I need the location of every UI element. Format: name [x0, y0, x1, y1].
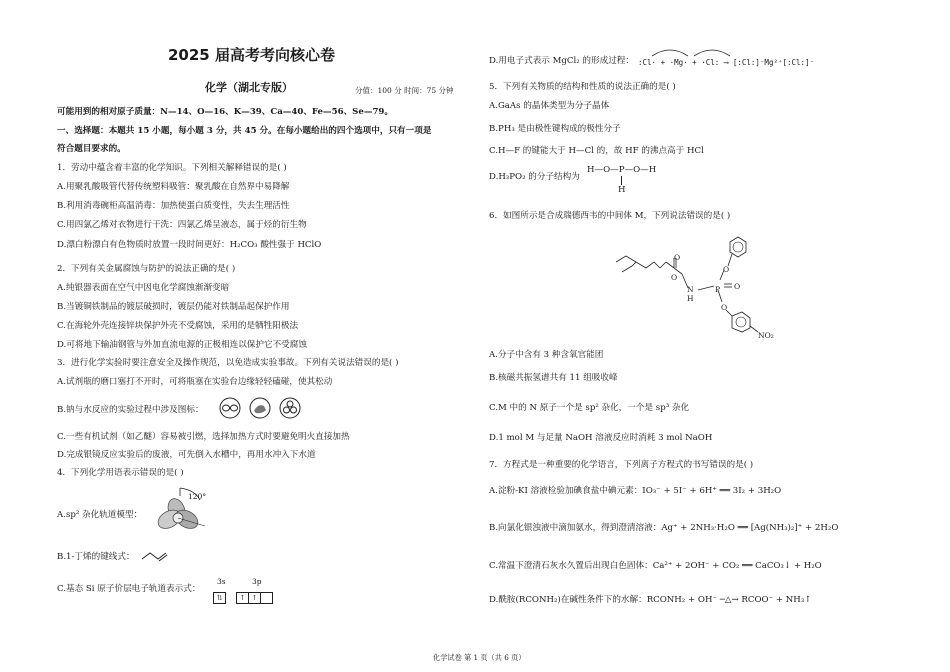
q2-option-d: D.可将地下输油钢管与外加直流电源的正极相连以保护它不受腐蚀 [57, 340, 307, 350]
orbital-3p-boxes: ↑ ↑ [236, 587, 272, 606]
q4-option-a: A.sp² 杂化轨道模型： [57, 510, 143, 520]
q5-option-d: D.H₃PO₂ 的分子结构为 [489, 172, 580, 182]
q6-stem: 6．如图所示是合成瑞德西韦的中间体 M，下列说法错误的是( ) [489, 211, 731, 221]
q3-stem: 3．进行化学实验时要注意安全及操作规范，以免造成实验事故。下列有关说法错误的是( ) [57, 358, 399, 368]
q4-option-d: D.用电子式表示 MgCl₂ 的形成过程： [489, 56, 634, 66]
mol-label-p: P [715, 285, 721, 294]
q3-option-a: A.试剂瓶的磨口塞打不开时，可将瓶塞在实验台边缘轻轻磕碰，使其松动 [57, 377, 333, 387]
orbital-angle-label: 120° [188, 492, 207, 501]
mol-label-o-ester: O [671, 273, 678, 282]
mol-label-n: N [687, 285, 694, 294]
exam-meta: 分值：100 分 时间：75 分钟 [355, 86, 454, 95]
q7-option-d: D.酰胺(RCONH₂)在碱性条件下的水解：RCONH₂ + OH⁻ ─△→ RCOO⁻ + NH₃↑ [489, 595, 812, 605]
page-footer: 化学试卷 第 1 页（共 6 页） [433, 653, 526, 662]
q1-option-c: C.用四氯乙烯对衣物进行干洗：四氯乙烯呈液态，属于烃的衍生物 [57, 220, 307, 230]
mol-label-o-double: O [734, 282, 741, 291]
q7-stem: 7．方程式是一种重要的化学语言，下列离子方程式的书写错误的是( ) [489, 460, 754, 470]
q7-option-b: B.向氯化银浊液中滴加氨水，得到澄清溶液：Ag⁺ + 2NH₃·H₂O ══ [Ag(NH₃)₂]⁺ + 2H₂O [489, 523, 839, 533]
section-heading-line1: 一、选择题：本题共 15 小题，每小题 3 分，共 45 分。在每小题给出的四个选项中，只有一项是 [57, 126, 432, 136]
q5-option-b: B.PH₃ 是由极性键构成的极性分子 [489, 124, 621, 134]
q2-stem: 2．下列有关金属腐蚀与防护的说法正确的是( ) [57, 264, 236, 274]
mgcl2-electron-formula: :Cl· + ·Mg· + ·Cl: ⟶ [:Cl:]⁻Mg²⁺[:Cl:]⁻ [638, 58, 815, 67]
q2-option-c: C.在海轮外壳连接锌块保护外壳不受腐蚀，采用的是牺牲阳极法 [57, 321, 299, 331]
orbital-3p-label: 3p [252, 577, 262, 586]
wash-hands-icon [250, 398, 270, 418]
q5-stem: 5．下列有关物质的结构和性质的说法正确的是( ) [489, 82, 676, 92]
q7-option-c: C.常温下澄清石灰水久置后出现白色固体：Ca²⁺ + 2OH⁻ + CO₂ ══ CaCO₃↓ + H₂O [489, 561, 822, 571]
q6-option-a: A.分子中含有 3 种含氧官能团 [489, 350, 604, 360]
q3-option-b: B.钠与水反应的实验过程中涉及图标： [57, 405, 204, 415]
h3po2-structure: H—O—P—O—H [587, 165, 657, 175]
orbital-3s-label: 3s [217, 577, 226, 586]
electron-transfer-arrows [640, 46, 790, 58]
mol-label-no2: NO₂ [758, 331, 774, 340]
q5-option-c: C.H—F 的键能大于 H—Cl 的，故 HF 的沸点高于 HCl [489, 146, 704, 156]
safety-icons [218, 396, 308, 420]
h3po2-bond [621, 176, 622, 185]
mol-label-o-bottom: O [721, 303, 728, 312]
exam-subtitle: 化学（湖北专版） [205, 81, 293, 94]
molecule-m-structure [610, 232, 790, 340]
q2-option-b: B.当镀铜铁制品的镀层破损时，镀层仍能对铁制品起保护作用 [57, 302, 290, 312]
h3po2-structure-h: H [618, 185, 626, 195]
q3-option-d: D.完成银镜反应实验后的废液，可先倒入水槽中，再用水冲入下水道 [57, 450, 316, 460]
mol-label-o-carbonyl: O [674, 253, 681, 262]
mol-label-o-top: O [723, 265, 730, 274]
q1-option-a: A.用聚乳酸吸管代替传统塑料吸管：聚乳酸在自然界中易降解 [57, 182, 290, 192]
q4-option-b: B.1-丁烯的键线式： [57, 552, 135, 562]
q2-option-a: A.纯银器表面在空气中因电化学腐蚀渐渐变暗 [57, 283, 230, 293]
orbital-3s-box: ⇅ [213, 587, 225, 606]
mol-label-h: H [687, 294, 694, 303]
q6-option-d: D.1 mol M 与足量 NaOH 溶液反应时消耗 3 mol NaOH [489, 433, 713, 443]
exam-title: 2025 届高考考向核心卷 [168, 46, 335, 64]
atomic-masses: 可能用到的相对原子质量：N—14、O—16、K—39、Ca—40、Fe—56、Se—79。 [57, 107, 393, 117]
q6-option-b: B.核磁共振氢谱共有 11 组吸收峰 [489, 373, 618, 383]
q5-option-a: A.GaAs 的晶体类型为分子晶体 [489, 101, 610, 111]
section-heading-line2: 符合题目要求的。 [57, 144, 126, 154]
q1-option-d: D.漂白粉漂白有色物质时放置一段时间更好：H₂CO₃ 酸性强于 HClO [57, 240, 322, 250]
q4-stem: 4．下列化学用语表示错误的是( ) [57, 468, 184, 478]
butene-skeletal-formula [140, 548, 174, 562]
goggles-icon [220, 398, 240, 418]
q7-option-a: A.淀粉-KI 溶液检验加碘食盐中碘元素：IO₃⁻ + 5I⁻ + 6H⁺ ══ 3I₂ + 3H₂O [489, 486, 782, 496]
hazard-icon [280, 398, 300, 418]
q4-option-c: C.基态 Si 原子价层电子轨道表示式： [57, 584, 201, 594]
q1-stem: 1．劳动中蕴含着丰富的化学知识。下列相关解释错误的是( ) [57, 163, 287, 173]
q6-option-c: C.M 中的 N 原子一个是 sp² 杂化，一个是 sp³ 杂化 [489, 403, 690, 413]
sp2-orbital-model [150, 488, 220, 540]
q1-option-b: B.利用消毒碗柜高温消毒：加热使蛋白质变性，失去生理活性 [57, 201, 290, 211]
q3-option-c: C.一些有机试剂（如乙醚）容易被引燃，选择加热方式时要避免明火直接加热 [57, 432, 350, 442]
